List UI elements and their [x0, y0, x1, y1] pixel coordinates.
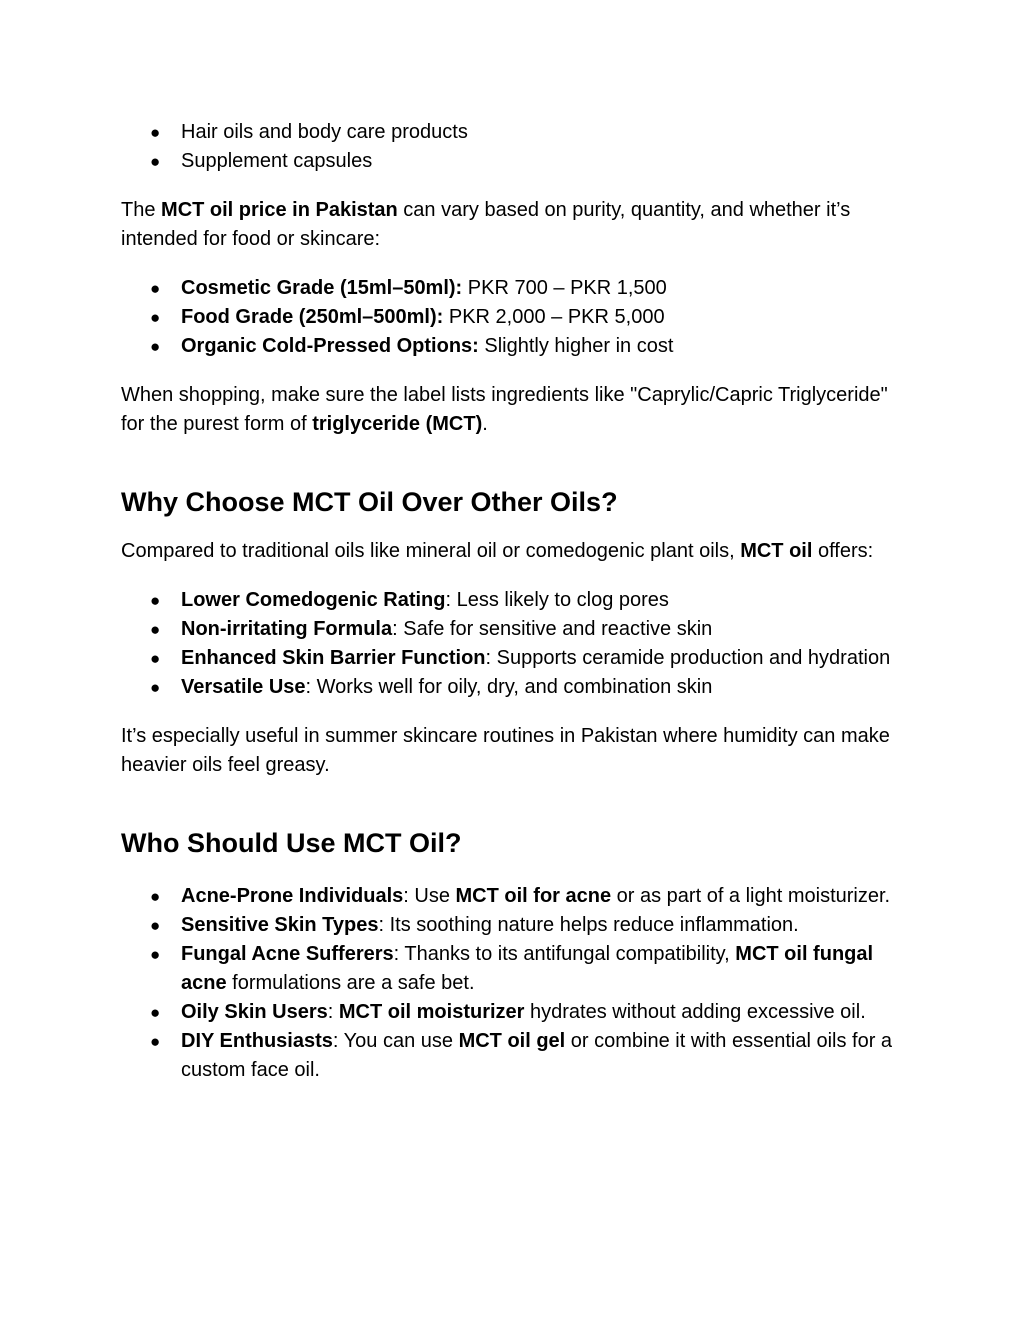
bullet-icon: ● [150, 887, 161, 906]
bullet-icon: ● [150, 591, 161, 610]
product-list [121, 118, 911, 176]
list-item: ● Oily Skin Users: MCT oil moisturizer hydrates without adding excessive oil. [121, 998, 911, 1027]
section-heading-who: Who Should Use MCT Oil? [121, 828, 462, 858]
bullet-icon: ● [150, 1003, 161, 1022]
summer-paragraph: It’s especially useful in summer skincare routines in Pakistan where humidity can make heavier oils feel greasy. [121, 725, 890, 776]
list-item: ● Non-irritating Formula: Safe for sensitive and reactive skin [121, 615, 911, 644]
list-item: ● Fungal Acne Sufferers: Thanks to its antifungal compatibility, MCT oil fungal acne formulations are a safe bet. [121, 940, 911, 998]
bullet-icon: ● [150, 1032, 161, 1051]
bullet-icon: ● [150, 916, 161, 935]
list-item: ● Hair oils and body care products [121, 118, 911, 147]
bullet-icon: ● [150, 945, 161, 964]
bullet-icon: ● [150, 620, 161, 639]
list-item: ● DIY Enthusiasts: You can use MCT oil gel or combine it with essential oils for a custom face oil. [121, 1027, 911, 1085]
comparison-paragraph: Compared to traditional oils like mineral oil or comedogenic plant oils, MCT oil offers: [121, 540, 874, 562]
list-item: ● Organic Cold-Pressed Options: Slightly higher in cost [121, 332, 911, 361]
list-item: ● Food Grade (250ml–500ml): PKR 2,000 – PKR 5,000 [121, 303, 911, 332]
price-paragraph: The MCT oil price in Pakistan can vary based on purity, quantity, and whether it’s intended for food or skincare: [121, 199, 851, 250]
list-item: ● Enhanced Skin Barrier Function: Supports ceramide production and hydration [121, 644, 911, 673]
shopping-paragraph: When shopping, make sure the label lists ingredients like "Caprylic/Capric Triglyceride" for the purest form of triglyceride (MCT). [121, 384, 888, 435]
bullet-icon: ● [150, 123, 161, 142]
bullet-icon: ● [150, 337, 161, 356]
document-body [121, 118, 911, 1085]
benefits-list [121, 586, 911, 702]
bullet-icon: ● [150, 308, 161, 327]
bullet-icon: ● [150, 649, 161, 668]
bullet-icon: ● [150, 152, 161, 171]
list-item: ● Lower Comedogenic Rating: Less likely to clog pores [121, 586, 911, 615]
list-item: ● Cosmetic Grade (15ml–50ml): PKR 700 – PKR 1,500 [121, 274, 911, 303]
list-item: ● Versatile Use: Works well for oily, dry, and combination skin [121, 673, 911, 702]
list-item: ● Supplement capsules [121, 147, 911, 176]
price-list [121, 274, 911, 361]
bullet-icon: ● [150, 279, 161, 298]
list-item: ● Sensitive Skin Types: Its soothing nature helps reduce inflammation. [121, 911, 911, 940]
list-item: ● Acne-Prone Individuals: Use MCT oil for acne or as part of a light moisturizer. [121, 882, 911, 911]
bullet-icon: ● [150, 678, 161, 697]
audience-list [121, 882, 911, 1085]
section-heading-why: Why Choose MCT Oil Over Other Oils? [121, 487, 618, 517]
